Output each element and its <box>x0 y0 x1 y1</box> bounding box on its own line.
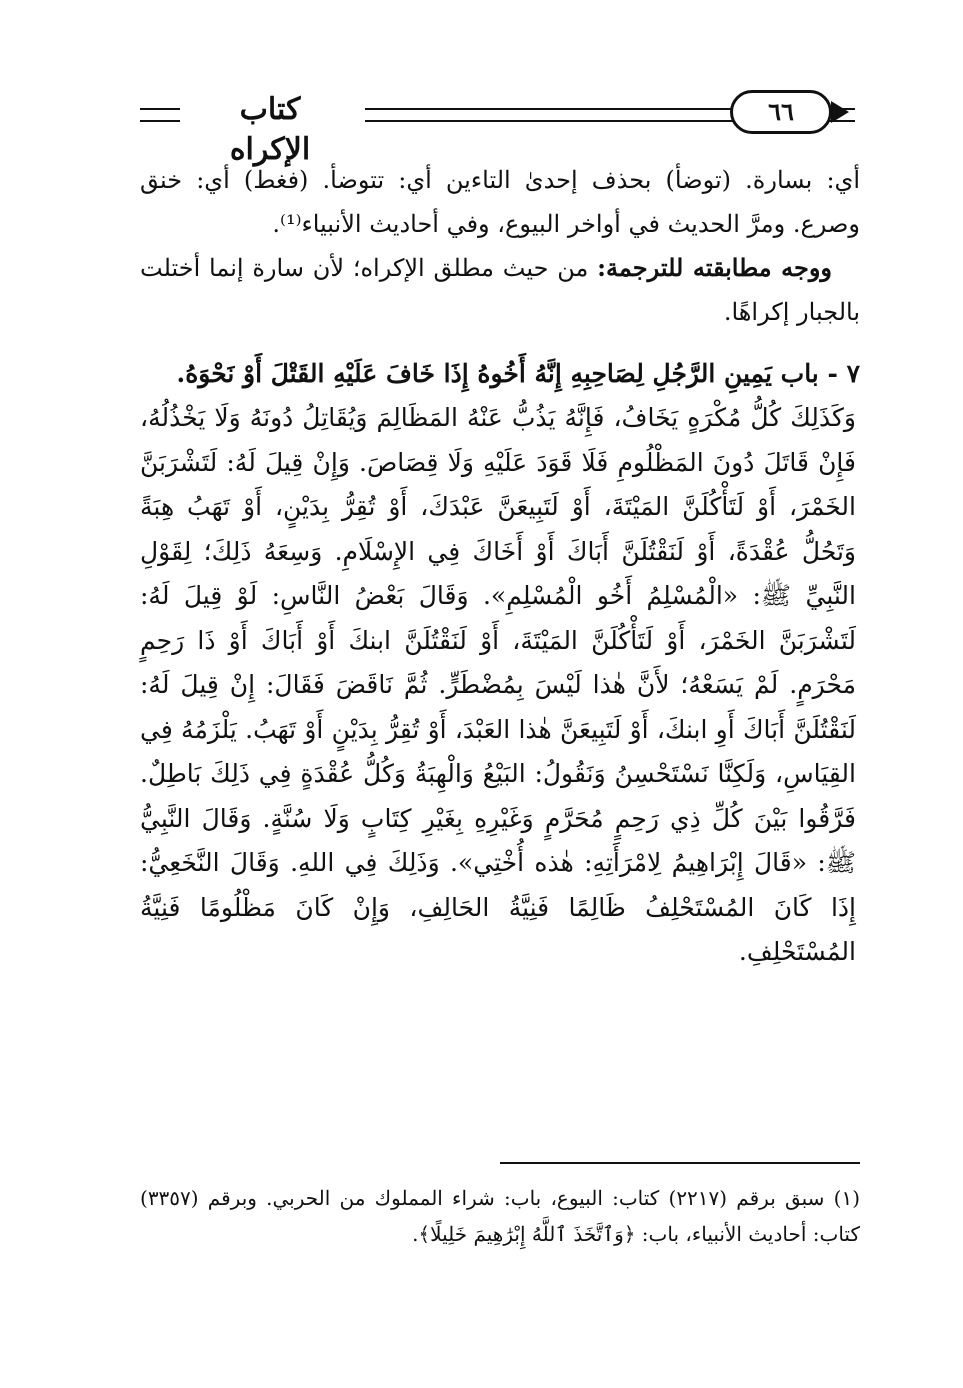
footnote-divider <box>500 1162 860 1164</box>
main-text <box>140 158 860 975</box>
commentary-bold-phrase: ووجه مطابقته للترجمة: <box>597 253 833 282</box>
commentary-paragraph: أي: بسارة. (توضأ) بحذف إحدىٰ التاءين أي: تتوضأ. (فغط) أي: خنق وصرع. ومرَّ الحديث في أواخر البيوع، وفي أحاديث الأنبياء⁽¹⁾. <box>140 166 860 238</box>
page-header <box>140 88 860 167</box>
chapter-text: وَكَذَلِكَ كُلُّ مُكْرَهٍ يَخَافُ، فَإِنَّهُ يَذُبُّ عَنْهُ المَظَالِمَ وَيُقَاتِلُ دُونَهُ وَلَا يَخْذُلُهُ، فَإِنْ قَاتَلَ دُونَ المَظْلُومِ فَلَا قَوَدَ عَلَيْهِ وَلَا قِصَاصَ. وَإِنْ قِيلَ لَهُ: لَتَشْرَبَنَّ الخَمْرَ، أَوْ لَتَأْكُلَنَّ المَيْتَةَ، أَوْ لَتَبِيعَنَّ عَبْدَكَ، أَوْ تُقِرُّ بِدَيْنٍ، أَوْ تَهَبُ هِبَةً وَتَحُلُّ عُقْدَةً، أَوْ لَنَقْتُلَنَّ أَبَاكَ أَوْ أَخَاكَ فِي الإِسْلَامِ. وَسِعَهُ ذَلِكَ؛ لِقَوْلِ النَّبِيِّ ﷺ: «الْمُسْلِمُ أَخُو الْمُسْلِمِ». وَقَالَ بَعْضُ النَّاسِ: لَوْ قِيلَ لَهُ: لَتَشْرَبَنَّ الخَمْرَ، أَوْ لَتَأْكُلَنَّ المَيْتَةَ، أَوْ لَنَقْتُلَنَّ ابنكَ أَوْ أَبَاكَ أَوْ ذَا رَحِمٍ مَحْرَمٍ. لَمْ يَسَعْهُ؛ لأَنَّ هٰذا لَيْسَ بِمُضْطَرٍّ. ثُمَّ نَاقَضَ فَقَالَ: إِنْ قِيلَ لَهُ: لَنَقْتُلَنَّ أَبَاكَ أَوِ ابنكَ، أَوْ لَتَبِيعَنَّ هٰذا العَبْدَ، أَوْ تُقِرُّ بِدَيْنٍ أَوْ تَهَبُ. يَلْزَمُهُ فِي القِيَاسِ، وَلَكِنَّا نَسْتَحْسِنُ وَنَقُولُ: البَيْعُ وَالْهِبَةُ وَكُلُّ عُقْدَةٍ فِي ذَلِكَ بَاطِلٌ. فَرَّقُوا بَيْنَ كُلِّ ذِي رَحِمٍ مُحَرَّمٍ وَغَيْرِهِ بِغَيْرِ كِتَابٍ وَلَا سُنَّةٍ. وَقَالَ النَّبِيُّ ﷺ: «قَالَ إِبْرَاهِيمُ لِامْرَأَتِهِ: هٰذه أُخْتِي». وَذَلِكَ فِي اللهِ. وَقَالَ النَّخَعِيُّ: إِذَا كَانَ المُسْتَحْلِفُ ظَالِمًا فَنِيَّةُ الحَالِفِ، وَإِنْ كَانَ مَظْلُومًا فَنِيَّةُ المُسْتَحْلِفِ. <box>140 403 856 966</box>
running-title: كتاب الإكراه <box>229 92 311 167</box>
footnote <box>140 1180 860 1252</box>
footnote-text: (١) سبق برقم (٢٢١٧) كتاب: البيوع، باب: شراء المملوك من الحربي. وبرقم (٣٣٥٧) كتاب: أحاديث الأنبياء، باب: ﴿وَٱتَّخَذَ ٱللَّهُ إِبْرَٰهِيمَ خَلِيلًا﴾. <box>140 1186 860 1246</box>
commentary-paragraph-2-text: من حيث مطلق الإكراه؛ لأن سارة إنما أختلت بالجبار إكراهًا. <box>140 254 860 326</box>
commentary-paragraph-2 <box>140 246 860 334</box>
page-number: ٦٦ <box>730 90 832 134</box>
chapter-heading: ٧ - باب يَمِينِ الرَّجُلِ لِصَاحِبِهِ إِنَّهُ أَخُوهُ إِذَا خَافَ عَلَيْهِ القَتْلَ أَوْ نَحْوَهُ. <box>176 359 860 388</box>
header-decorative-rule-left <box>140 108 180 122</box>
